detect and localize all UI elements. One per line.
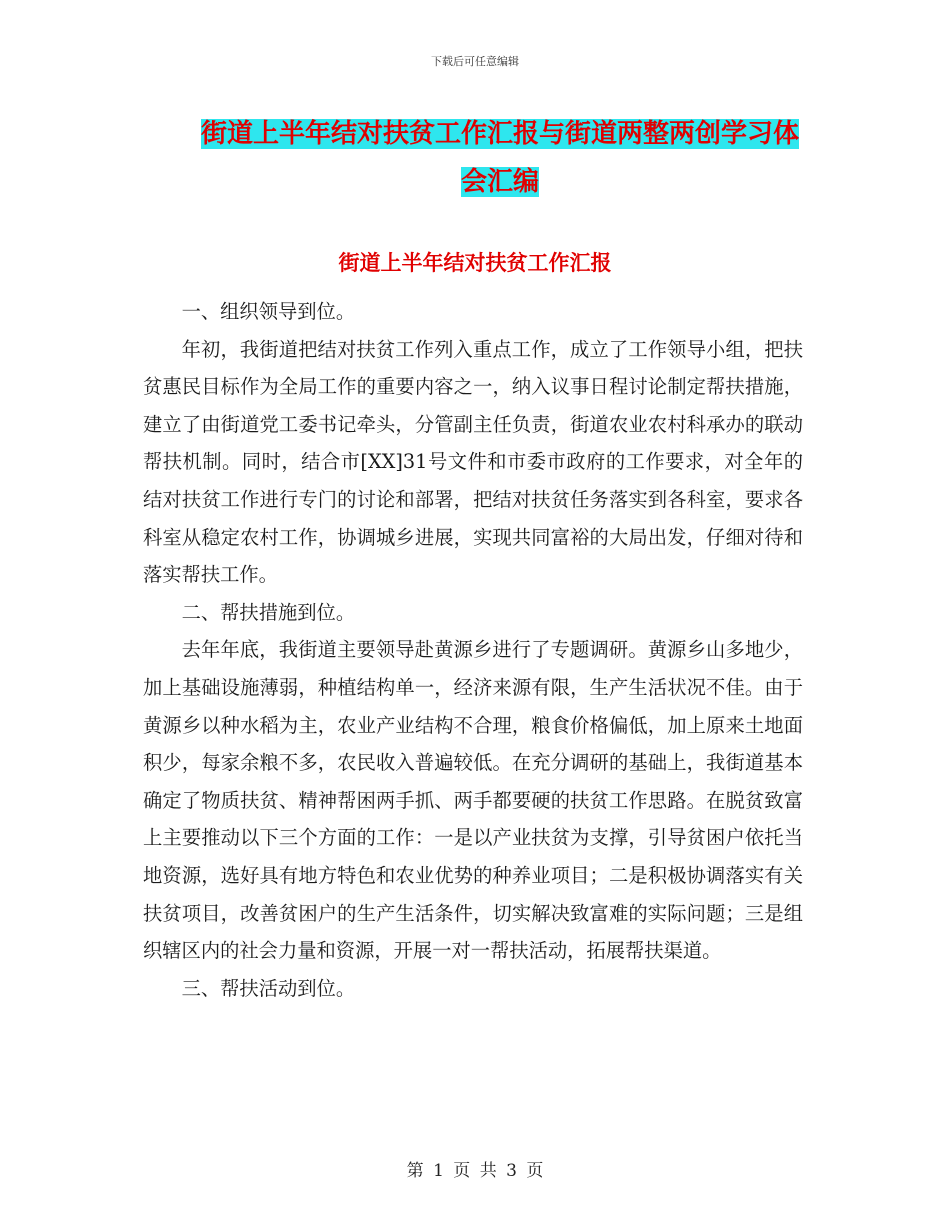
header-note: 下载后可任意编辑 bbox=[431, 55, 519, 68]
document-body bbox=[143, 293, 803, 1007]
paragraph-measures: 去年年底，我街道主要领导赴黄源乡进行了专题调研。黄源乡山多地少，加上基础设施薄弱，种植结构单一，经济来源有限，生产生活状况不佳。由于黄源乡以种水稻为主，农业产业结构不合理，粮食价格偏低，加上原来土地面积少，每家余粮不多，农民收入普遍较低。在充分调研的基础上，我街道基本确定了物质扶贫、精神帮困两手抓、两手都要硬的扶贫工作思路。在脱贫致富上主要推动以下三个方面的工作：一是以产业扶贫为支撑，引导贫困户依托当地资源，选好具有地方特色和农业优势的种养业项目；二是积极协调落实有关扶贫项目，改善贫困户的生产生活条件，切实解决致富难的实际问题；三是组织辖区内的社会力量和资源，开展一对一帮扶活动，拓展帮扶渠道。 bbox=[143, 638, 803, 963]
document-title bbox=[160, 110, 840, 206]
page-number: 第 1 页 共 3 页 bbox=[406, 1161, 544, 1181]
document-title-line-2: 会汇编 bbox=[460, 167, 539, 197]
heading-assistance-activities: 三、帮扶活动到位。 bbox=[181, 976, 356, 1000]
heading-assistance-measures: 二、帮扶措施到位。 bbox=[181, 600, 356, 624]
heading-organization-leadership: 一、组织领导到位。 bbox=[181, 300, 356, 323]
section-title: 街道上半年结对扶贫工作汇报 bbox=[338, 251, 612, 275]
paragraph-organization: 年初，我街道把结对扶贫工作列入重点工作，成立了工作领导小组，把扶贫惠民目标作为全局工作的重要内容之一，纳入议事日程讨论制定帮扶措施，建立了由街道党工委书记牵头，分管副主任负责，街道农业农村科承办的联动帮扶机制。同时，结合市[XX]31号文件和市委市政府的工作要求，对全年的结对扶贫工作进行专门的讨论和部署，把结对扶贫任务落实到各科室，要求各科室从稳定农村工作，协调城乡进展，实现共同富裕的大局出发，仔细对待和落实帮扶工作。 bbox=[143, 337, 803, 587]
document-title-line-1: 街道上半年结对扶贫工作汇报与街道两整两创学习体 bbox=[200, 119, 799, 149]
